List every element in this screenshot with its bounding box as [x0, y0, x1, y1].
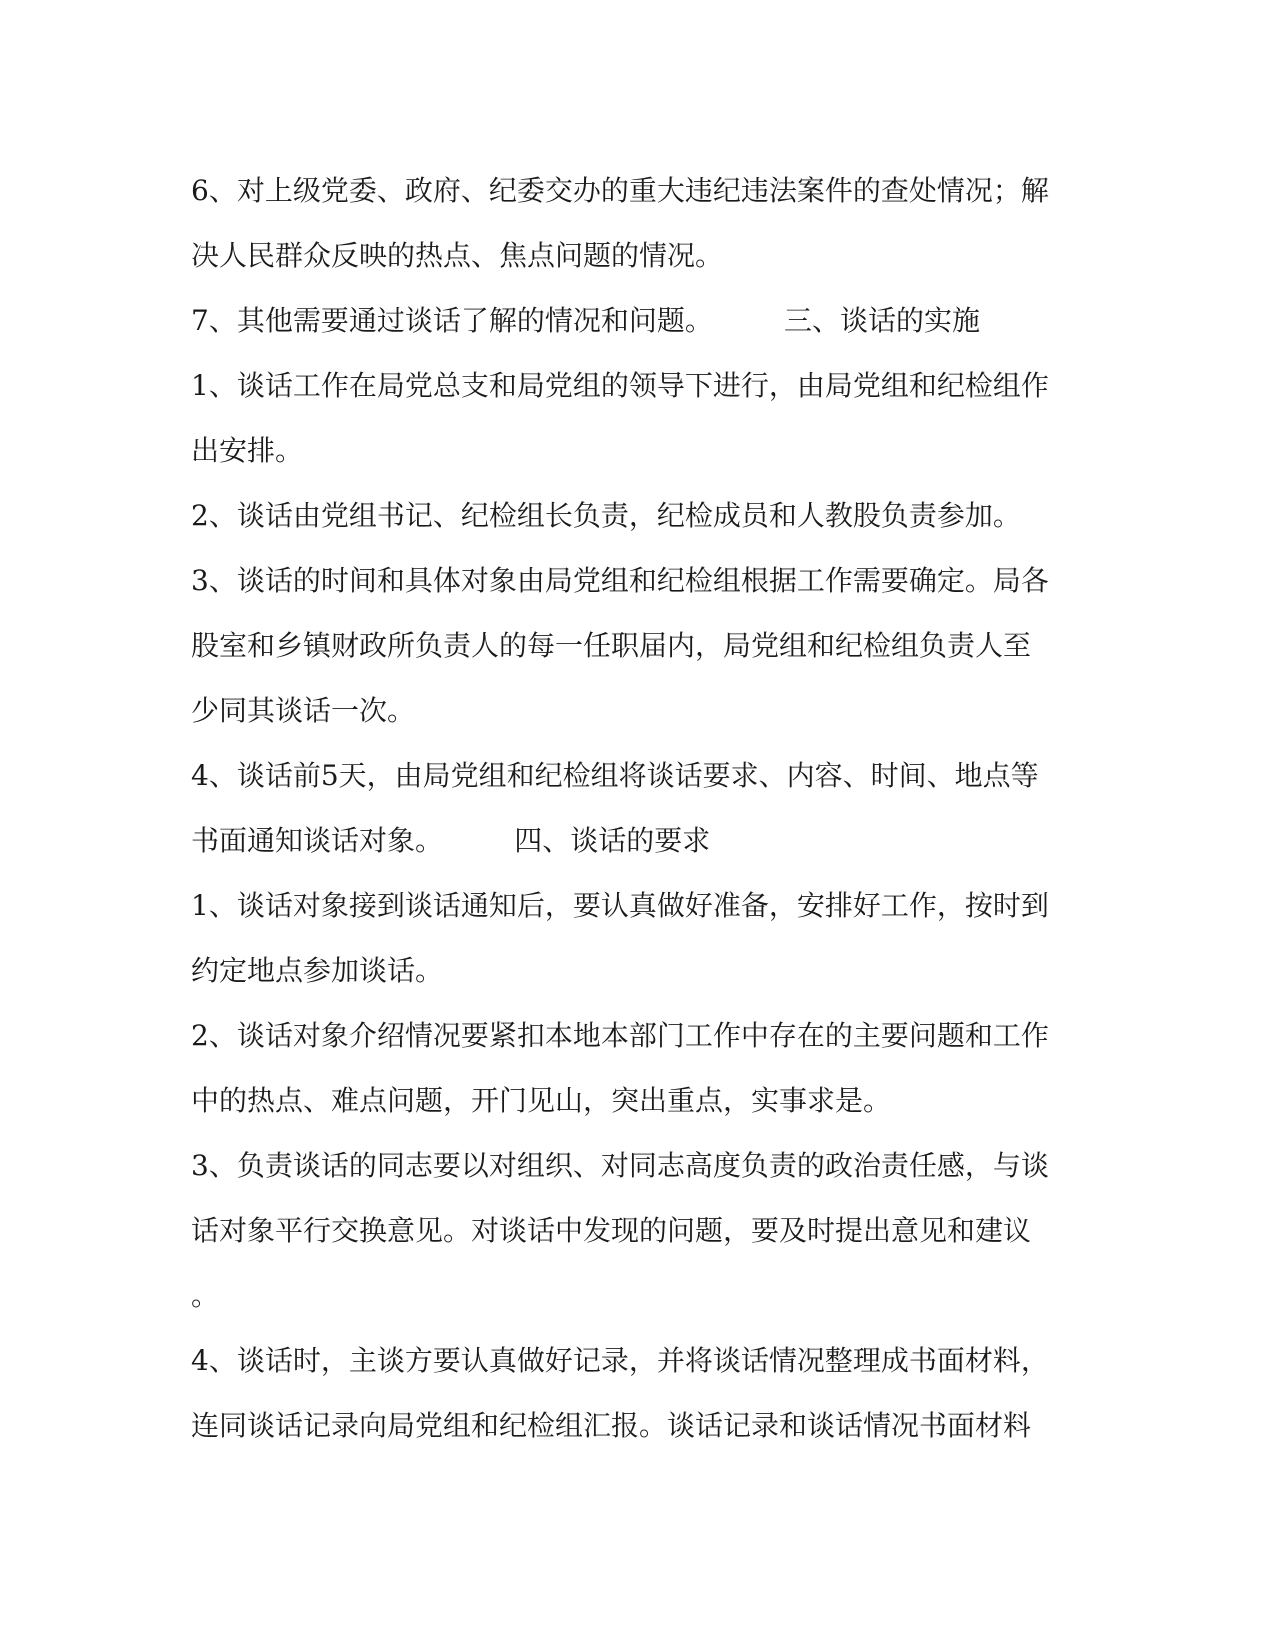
text-line: 3、负责谈话的同志要以对组织、对同志高度负责的政治责任感，与谈	[191, 1149, 1049, 1182]
text-line: 2、谈话对象介绍情况要紧扣本地本部门工作中存在的主要问题和工作	[191, 1019, 1049, 1052]
text-line: 话对象平行交换意见。对谈话中发现的问题，要及时提出意见和建议	[191, 1214, 1032, 1247]
text-line: 6、对上级党委、政府、纪委交办的重大违纪违法案件的查处情况；解	[191, 174, 1049, 207]
text-line: 股室和乡镇财政所负责人的每一任职届内，局党组和纪检组负责人至	[191, 629, 1032, 662]
text-line: 7、其他需要通过谈话了解的情况和问题。 三、谈话的实施	[191, 304, 981, 337]
text-line: 约定地点参加谈话。	[191, 954, 444, 987]
text-line: 少同其谈话一次。	[191, 694, 416, 727]
text-line: 出安排。	[191, 434, 304, 467]
text-line: 决人民群众反映的热点、焦点问题的情况。	[191, 239, 724, 272]
text-line: 3、谈话的时间和具体对象由局党组和纪检组根据工作需要确定。局各	[191, 564, 1049, 597]
text-line: 1、谈话对象接到谈话通知后，要认真做好准备，安排好工作，按时到	[191, 889, 1049, 922]
text-line: 1、谈话工作在局党总支和局党组的领导下进行，由局党组和纪检组作	[191, 369, 1049, 402]
document-body	[191, 158, 1081, 1458]
text-line: 4、谈话前5天，由局党组和纪检组将谈话要求、内容、时间、地点等	[191, 759, 1039, 792]
text-line: 连同谈话记录向局党组和纪检组汇报。谈话记录和谈话情况书面材料	[191, 1409, 1032, 1442]
text-line: 。	[191, 1279, 220, 1312]
text-line: 中的热点、难点问题，开门见山，突出重点，实事求是。	[191, 1084, 892, 1117]
text-line: 2、谈话由党组书记、纪检组长负责，纪检成员和人教股负责参加。	[191, 499, 1021, 532]
text-line: 书面通知谈话对象。 四、谈话的要求	[191, 824, 711, 857]
text-line: 4、谈话时，主谈方要认真做好记录，并将谈话情况整理成书面材料，	[191, 1344, 1049, 1377]
